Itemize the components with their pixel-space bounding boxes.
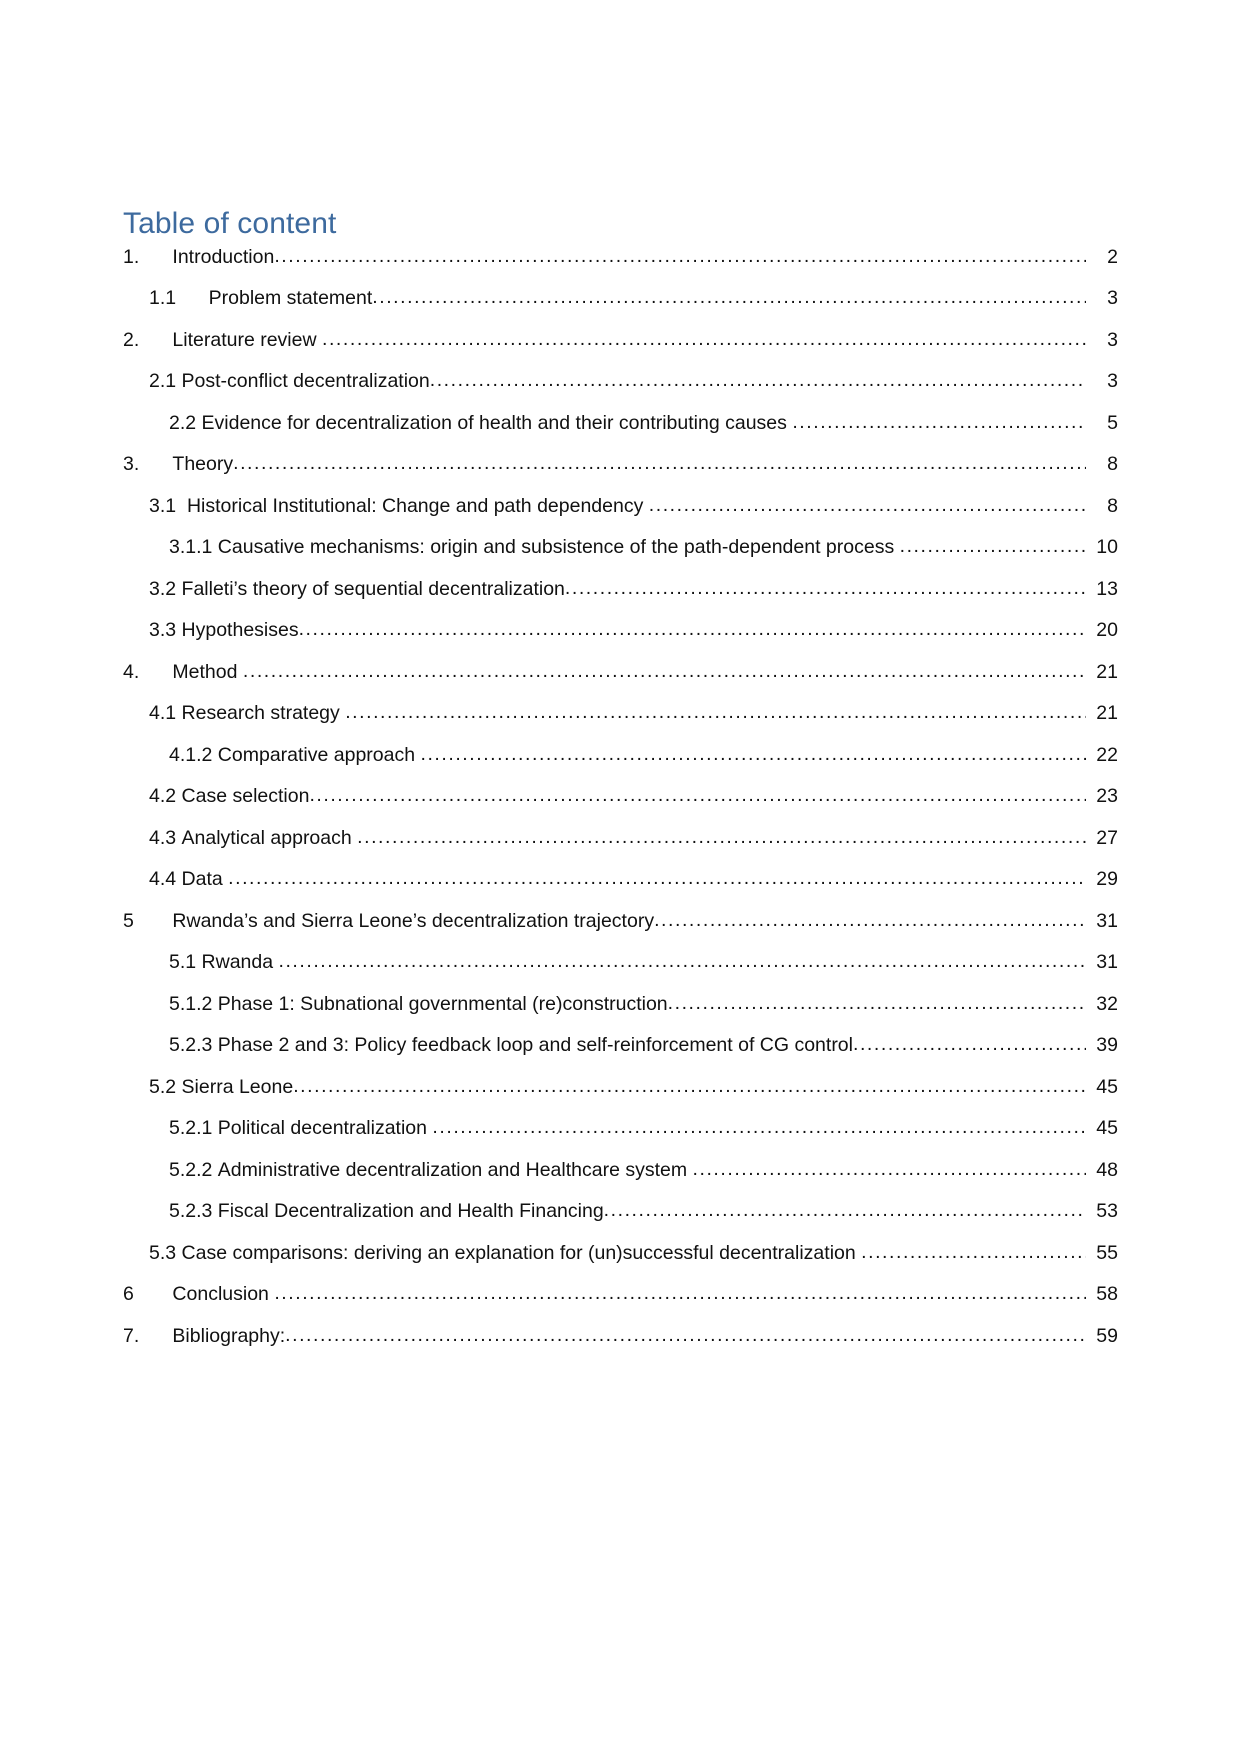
toc-entry-page-number: 3 (1107, 287, 1118, 309)
toc-entry-title: Fiscal Decentralization and Health Financing (217, 1200, 604, 1222)
toc-dot-leader (372, 288, 1086, 308)
toc-entry-number: 4. (123, 660, 140, 683)
toc-entry[interactable] (123, 1285, 1118, 1327)
toc-entry-page-number: 39 (1096, 1034, 1118, 1056)
toc-entry-number: 3.2 (149, 577, 177, 600)
toc-entry[interactable] (123, 909, 1118, 954)
toc-entry-page-number: 31 (1096, 951, 1118, 973)
toc-entry-title: Bibliography: (172, 1324, 286, 1347)
toc-dot-leader (565, 579, 1086, 599)
toc-dot-leader (668, 994, 1086, 1014)
toc-dot-leader (299, 620, 1086, 640)
toc-entry-title: Rwanda (201, 951, 274, 973)
toc-entry-number: 5 (123, 909, 134, 932)
toc-entry-title: Historical Institutional: Change and path dependency (181, 494, 644, 517)
toc-dot-leader (345, 703, 1086, 723)
toc-entry[interactable] (123, 660, 1118, 705)
toc-dot-leader (293, 1077, 1086, 1097)
toc-entry-number: 5.2.1 (169, 1117, 213, 1139)
toc-entry-title: Method (172, 660, 238, 683)
toc-entry-title: Conclusion (172, 1283, 269, 1305)
toc-entry-title: Analytical approach (181, 826, 352, 849)
toc-dot-leader (900, 537, 1086, 557)
toc-dot-leader (430, 371, 1086, 391)
toc-entry-page-number: 23 (1096, 785, 1118, 807)
toc-entry-title: Literature review (172, 328, 317, 351)
toc-entry-title: Rwanda’s and Sierra Leone’s decentralization trajectory (172, 909, 655, 932)
toc-dot-leader (654, 911, 1086, 931)
toc-entry-page-number: 31 (1096, 909, 1118, 932)
toc-entry-page-number: 3 (1107, 328, 1118, 351)
toc-entry[interactable] (123, 704, 1118, 746)
toc-entry-page-number: 2 (1107, 245, 1118, 268)
toc-entry-number: 7. (123, 1324, 140, 1347)
toc-entry-number-gap (176, 289, 209, 309)
toc-entry-title: Hypothesises (181, 619, 299, 641)
toc-entry-number: 2.1 (149, 370, 177, 392)
toc-entry-page-number: 59 (1096, 1324, 1118, 1347)
toc-entry-page-number: 45 (1096, 1117, 1118, 1139)
toc-entry-page-number: 55 (1096, 1241, 1118, 1264)
toc-entry-page-number: 45 (1096, 1075, 1118, 1098)
toc-dot-leader (309, 786, 1086, 806)
toc-entry-title: Case selection (181, 785, 310, 807)
toc-dot-leader (649, 496, 1086, 516)
toc-entry-page-number: 21 (1096, 660, 1118, 683)
toc-entry[interactable] (123, 245, 1118, 290)
toc-entry[interactable] (123, 953, 1118, 995)
toc-entry-number: 6 (123, 1283, 134, 1305)
toc-entry-title: Introduction (172, 245, 275, 268)
toc-entry-number: 1.1 (149, 287, 177, 309)
page-title: Table of content (123, 207, 337, 240)
toc-dot-leader (228, 869, 1086, 889)
toc-entry[interactable] (123, 1241, 1118, 1286)
toc-entry-title: Phase 2 and 3: Policy feedback loop and self-reinforcement of CG control (217, 1034, 853, 1056)
toc-entry-number: 5.2.2 (169, 1158, 213, 1181)
toc-entry-title: Sierra Leone (181, 1075, 294, 1098)
toc-entry-page-number: 8 (1107, 494, 1118, 517)
toc-entry-number: 4.1.2 (169, 743, 213, 766)
toc-entry-number: 5.2.3 (169, 1200, 213, 1222)
toc-entry[interactable] (123, 411, 1118, 456)
toc-entry[interactable] (123, 1202, 1118, 1244)
toc-entry-number: 4.1 (149, 702, 177, 724)
toc-entry-number: 3.3 (149, 619, 177, 641)
toc-entry-title: Post-conflict decentralization (181, 370, 430, 392)
toc-entry[interactable] (123, 826, 1118, 871)
toc-dot-leader (853, 1035, 1086, 1055)
toc-entry[interactable] (123, 870, 1118, 912)
toc-entry-number: 1. (123, 245, 140, 268)
toc-entry[interactable] (123, 1158, 1118, 1203)
toc-entry[interactable] (123, 494, 1118, 539)
toc-entry-number: 5.2.3 (169, 1034, 213, 1056)
toc-entry-number: 4.3 (149, 826, 177, 849)
toc-entry[interactable] (123, 577, 1118, 622)
toc-entry-number: 3.1.1 (169, 536, 213, 558)
toc-entry-page-number: 10 (1096, 536, 1118, 558)
toc-entry[interactable] (123, 1324, 1118, 1369)
toc-entry-number: 4.4 (149, 868, 177, 890)
toc-entry[interactable] (123, 455, 1118, 497)
toc-dot-leader (792, 413, 1086, 433)
toc-dot-leader (233, 454, 1086, 474)
toc-entry-title: Case comparisons: deriving an explanation for (un)successful decentralization (181, 1241, 856, 1264)
toc-entry-page-number: 13 (1096, 577, 1118, 600)
toc-dot-leader (604, 1201, 1086, 1221)
toc-entry-page-number: 27 (1096, 826, 1118, 849)
toc-entry[interactable] (123, 1075, 1118, 1120)
toc-entry-page-number: 3 (1107, 370, 1118, 392)
toc-entry-title: Administrative decentralization and Healthcare system (217, 1158, 688, 1181)
toc-dot-leader (322, 330, 1086, 350)
toc-dot-leader (693, 1160, 1086, 1180)
toc-entry[interactable] (123, 372, 1118, 414)
toc-entry-page-number: 29 (1096, 868, 1118, 890)
toc-dot-leader (421, 745, 1087, 765)
toc-entry-number: 5.1.2 (169, 992, 213, 1015)
toc-entry[interactable] (123, 328, 1118, 373)
toc-entry-title: Problem statement (208, 287, 373, 309)
table-of-contents (123, 245, 1118, 1369)
toc-entry-page-number: 20 (1096, 619, 1118, 641)
toc-entry[interactable] (123, 1119, 1118, 1161)
toc-entry-number: 4.2 (149, 785, 177, 807)
toc-entry-page-number: 58 (1096, 1283, 1118, 1305)
toc-entry-number: 2. (123, 328, 140, 351)
toc-dot-leader (861, 1243, 1086, 1263)
toc-entry-number: 2.2 (169, 411, 197, 434)
toc-entry-title: Phase 1: Subnational governmental (re)construction (217, 992, 668, 1015)
toc-entry-page-number: 53 (1096, 1200, 1118, 1222)
toc-entry[interactable] (123, 787, 1118, 829)
toc-entry-number: 3. (123, 453, 140, 475)
toc-entry-title: Data (181, 868, 223, 890)
toc-entry-page-number: 22 (1096, 743, 1118, 766)
toc-entry-page-number: 48 (1096, 1158, 1118, 1181)
toc-entry-title: Falleti’s theory of sequential decentralization (181, 577, 565, 600)
toc-entry[interactable] (123, 1036, 1118, 1078)
toc-entry-title: Causative mechanisms: origin and subsistence of the path-dependent process (217, 536, 895, 558)
toc-entry-number: 3.1 (149, 494, 177, 517)
toc-entry-page-number: 5 (1107, 411, 1118, 434)
toc-entry-title: Theory (172, 453, 234, 475)
toc-dot-leader (274, 1284, 1086, 1304)
toc-entry[interactable] (123, 289, 1118, 331)
toc-entry[interactable] (123, 743, 1118, 788)
toc-entry[interactable] (123, 538, 1118, 580)
toc-entry-page-number: 21 (1096, 702, 1118, 724)
toc-entry-title: Comparative approach (217, 743, 416, 766)
toc-dot-leader (243, 662, 1086, 682)
toc-entry[interactable] (123, 992, 1118, 1037)
toc-entry-number: 5.3 (149, 1241, 177, 1264)
toc-entry-title: Evidence for decentralization of health and their contributing causes (201, 411, 787, 434)
toc-entry-page-number: 8 (1107, 453, 1118, 475)
toc-entry-title: Research strategy (181, 702, 340, 724)
toc-entry-title: Political decentralization (217, 1117, 427, 1139)
toc-entry-page-number: 32 (1096, 992, 1118, 1015)
toc-entry[interactable] (123, 621, 1118, 663)
toc-entry-number: 5.1 (169, 951, 197, 973)
toc-dot-leader (357, 828, 1086, 848)
toc-dot-leader (279, 952, 1087, 972)
toc-dot-leader (432, 1118, 1086, 1138)
toc-dot-leader (274, 247, 1086, 267)
toc-entry-number: 5.2 (149, 1075, 177, 1098)
toc-dot-leader (285, 1326, 1086, 1346)
